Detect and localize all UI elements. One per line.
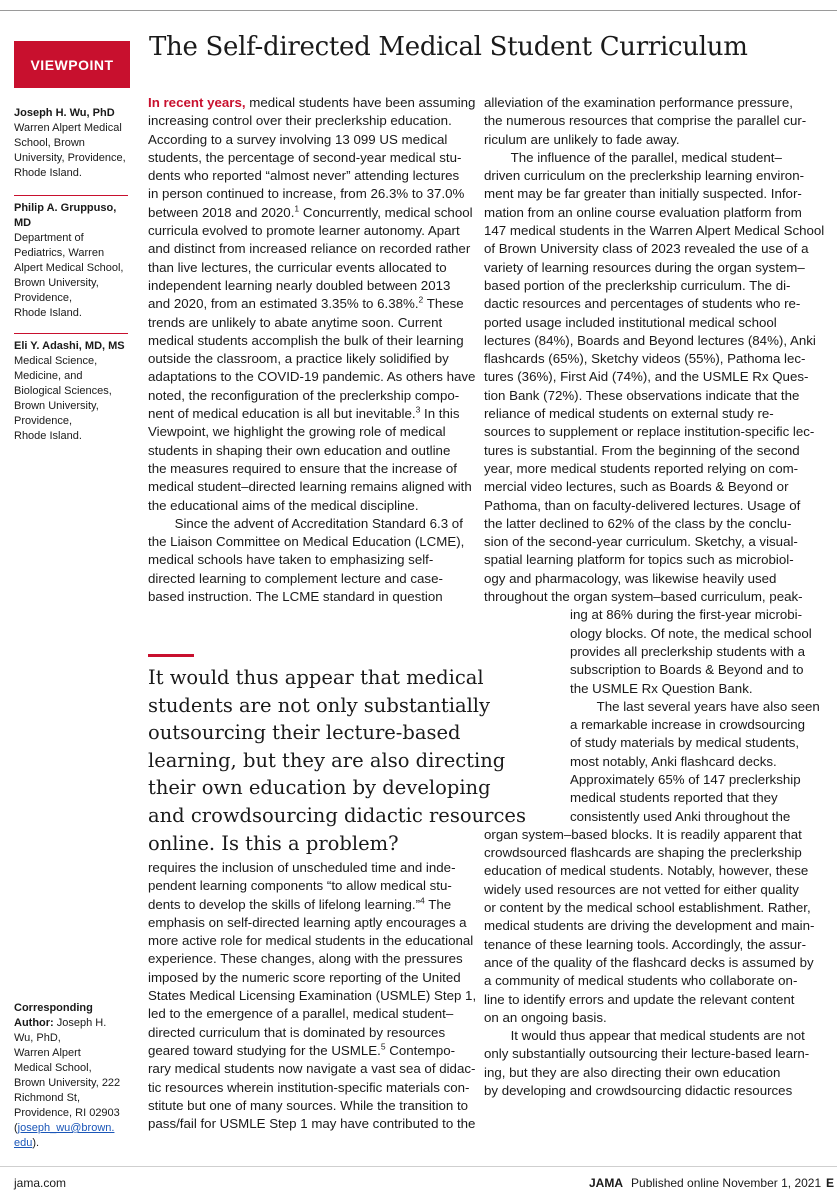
body-line: directed curriculum that is dominated by resources bbox=[148, 1024, 446, 1040]
body-line: stitute but one of many sources. While the transition to bbox=[148, 1097, 469, 1113]
body-line: nent of medical education is all but inevitable.$^3$ In this bbox=[148, 404, 460, 422]
body-line: year, more medical students reported relying on com- bbox=[484, 460, 799, 476]
body-line: based instruction. The LCME standard in question bbox=[148, 589, 443, 605]
article-title: The Self-directed Medical Student Curriculum bbox=[149, 32, 748, 62]
body-line: widely used resources are not vetted for either quality bbox=[484, 881, 799, 897]
body-line: spatial learning platform for topics such as microbiol- bbox=[484, 552, 794, 568]
body-line: States Medical Licensing Examination (USMLE) Step 1, bbox=[148, 988, 477, 1004]
author-affiliation: Alpert Medical School, bbox=[14, 262, 124, 274]
author-affiliation: School, Brown bbox=[14, 137, 85, 149]
citation-superscript: 2 bbox=[418, 294, 424, 305]
author-affiliation: Providence, bbox=[14, 292, 73, 304]
body-line-indented: provides all preclerkship students with a bbox=[570, 643, 806, 659]
publish-date: Published online November 1, 2021 bbox=[631, 1176, 822, 1190]
author-2 bbox=[14, 201, 132, 321]
body-line-indented: most notably, Anki flashcard decks. bbox=[570, 753, 777, 769]
body-line: Since the advent of Accreditation Standard 6.3 of bbox=[148, 515, 463, 531]
body-line: dents who reported “almost never” attending lectures bbox=[148, 168, 460, 184]
body-line: driven curriculum on the preclerkship learning environ- bbox=[484, 168, 805, 184]
body-line: flashcards (65%), Sketchy videos (55%), Pathoma lec- bbox=[484, 351, 806, 367]
body-line-indented: a remarkable increase in crowdsourcing bbox=[570, 717, 806, 733]
author-3 bbox=[14, 339, 132, 444]
pull-quote-line: and crowdsourcing didactic resources bbox=[148, 803, 526, 827]
author-affiliation: Warren Alpert Medical bbox=[14, 122, 122, 134]
body-line-indented: Approximately 65% of 147 preclerkship bbox=[570, 771, 801, 787]
body-line-indented: ology blocks. Of note, the medical school bbox=[570, 625, 812, 641]
corresponding-line: Providence, RI 02903 bbox=[14, 1107, 120, 1119]
body-line: line to identify errors and update the relevant content bbox=[484, 991, 795, 1007]
body-line: mation from an online course evaluation platform from bbox=[484, 204, 802, 220]
body-line: riculum are unlikely to fade away. bbox=[484, 131, 680, 147]
body-line: Viewpoint, we highlight the growing role of medical bbox=[148, 424, 446, 440]
body-line: variety of learning resources during the organ system– bbox=[484, 259, 805, 275]
body-line: It would thus appear that medical students are not bbox=[484, 1028, 805, 1044]
body-line: rary medical students now navigate a vast sea of didac- bbox=[148, 1061, 476, 1077]
body-line: the measures required to ensure that the increase of bbox=[148, 460, 457, 476]
author-affiliation: Medical Science, bbox=[14, 355, 98, 367]
body-line: According to a survey involving 13 099 US medical bbox=[148, 131, 448, 147]
body-line: the Liaison Committee on Medical Education (LCME), bbox=[148, 534, 465, 550]
body-line: ported usage included institutional medical school bbox=[484, 314, 777, 330]
pull-quote bbox=[148, 664, 528, 857]
body-line-indented: medical students reported that they bbox=[570, 790, 778, 806]
body-line: ing, but they are also directing their own education bbox=[484, 1064, 781, 1080]
body-line: education of medical students. Notably, however, these bbox=[484, 863, 809, 879]
author-affiliation: Providence, bbox=[14, 415, 73, 427]
body-line: of Brown University class of 2023 revealed the use of a bbox=[484, 241, 809, 257]
body-line: between 2018 and 2020.$^1$ Concurrently, medical school bbox=[148, 203, 473, 220]
body-line-indented: the USMLE Rx Question Bank. bbox=[570, 680, 753, 696]
body-column-left bbox=[148, 94, 476, 606]
body-line: medical student–directed learning remains aligned with bbox=[148, 479, 472, 495]
corresponding-label-2: Author: bbox=[14, 1017, 54, 1029]
citation-superscript: 3 bbox=[415, 404, 421, 415]
body-line: pass/fail for USMLE Step 1 may have contributed to the bbox=[148, 1116, 476, 1132]
author-affiliation: Department of bbox=[14, 232, 84, 244]
body-line: ment may be far greater than initially suspected. Infor- bbox=[484, 186, 802, 202]
body-line: outside the classroom, a practice likely solidified by bbox=[148, 351, 449, 367]
body-line: crowdsourced flashcards are shaping the preclerkship bbox=[484, 845, 802, 861]
body-line: experience. These changes, along with the pressures bbox=[148, 951, 463, 967]
body-column-right bbox=[484, 94, 825, 1100]
pull-quote-line: online. Is this a problem? bbox=[148, 831, 399, 855]
page-marker: E bbox=[826, 1176, 835, 1190]
pull-quote-line: learning, but they are also directing bbox=[148, 748, 506, 772]
pull-quote-line: students are not only substantially bbox=[148, 693, 491, 717]
body-line: ogy and pharmacology, was likewise heavily used bbox=[484, 570, 777, 586]
body-line-indented: of study materials by medical students, bbox=[570, 735, 800, 751]
author-divider bbox=[14, 195, 128, 196]
author-affiliation: University, Providence, bbox=[14, 152, 126, 164]
corresponding-line: Richmond St, bbox=[14, 1092, 81, 1104]
body-line: by developing and crowdsourcing didactic resources bbox=[484, 1083, 793, 1099]
body-line: emphasis on self-directed learning aptly encourages a bbox=[148, 914, 467, 930]
body-line: medical schools have taken to emphasizing self- bbox=[148, 552, 434, 568]
citation-superscript: 1 bbox=[294, 203, 300, 214]
body-line: reliance of medical students on external study re- bbox=[484, 406, 774, 422]
body-line: tures (36%), First Aid (74%), and the USMLE Rx Ques- bbox=[484, 369, 809, 385]
body-line-indented: ing at 86% during the first-year microbi- bbox=[570, 607, 803, 623]
author-affiliation: Brown University, bbox=[14, 400, 99, 412]
body-line: tion Bank (72%). These observations indicate that the bbox=[484, 387, 800, 403]
body-line: students, the percentage of second-year medical stu- bbox=[148, 149, 462, 165]
author-name: Joseph H. Wu, PhD bbox=[14, 107, 115, 119]
body-line bbox=[148, 94, 476, 112]
body-line: pendent learning components “to allow medical stu- bbox=[148, 878, 452, 894]
body-line: students in shaping their own education and outline bbox=[148, 442, 451, 458]
body-line: trends are unlikely to abate anytime soon. Current bbox=[148, 314, 443, 330]
body-line: than live lectures, the curricular events allocated to bbox=[148, 259, 447, 275]
body-line: on an ongoing basis. bbox=[484, 1009, 607, 1025]
body-line: only substantially outsourcing their lecture-based learn- bbox=[484, 1046, 810, 1062]
email-link-cont[interactable]: edu bbox=[14, 1137, 33, 1149]
pull-quote-rule bbox=[148, 654, 194, 657]
body-line: increasing control over their preclerkship education. bbox=[148, 113, 452, 129]
body-line: geared toward studying for the USMLE.$^5$ Contempo- bbox=[148, 1041, 456, 1058]
body-line: the educational aims of the medical discipline. bbox=[148, 497, 419, 513]
body-line: sion of the second-year curriculum. Sketchy, a visual- bbox=[484, 534, 798, 550]
footer-rule bbox=[0, 1166, 837, 1167]
body-line: and distinct from increased reliance on recorded rather bbox=[148, 241, 471, 257]
corresponding-line: Medical School, bbox=[14, 1062, 92, 1074]
email-close: ). bbox=[32, 1137, 40, 1149]
body-line: or content by the medical school establishment. Rather, bbox=[484, 900, 811, 916]
body-line: based portion of the preclerkship curriculum. The di- bbox=[484, 277, 791, 293]
corresponding-line: Wu, PhD, bbox=[14, 1032, 61, 1044]
corresponding-line: Joseph H. bbox=[53, 1017, 107, 1029]
body-line: the latter declined to 62% of the class by the conclu- bbox=[484, 515, 792, 531]
body-line: organ system–based blocks. It is readily apparent that bbox=[484, 826, 802, 842]
body-line: adaptations to the COVID-19 pandemic. As others have bbox=[148, 369, 476, 385]
email-link[interactable]: joseph_wu@brown. bbox=[17, 1122, 115, 1134]
pull-quote-line: It would thus appear that medical bbox=[148, 666, 484, 689]
citation-superscript: 5 bbox=[380, 1041, 386, 1052]
body-line: alleviation of the examination performance pressure, bbox=[484, 95, 793, 110]
corresponding-line: Brown University, 222 bbox=[14, 1077, 121, 1089]
body-line: directed learning to complement lecture and case- bbox=[148, 570, 443, 586]
body-line: mercial video lectures, such as Boards & Beyond or bbox=[484, 479, 789, 495]
body-line: curricula evolved to promote learner autonomy. Apart bbox=[148, 223, 460, 239]
footer-publication bbox=[589, 1176, 821, 1190]
body-line: The influence of the parallel, medical student– bbox=[484, 149, 782, 165]
body-column-left-continued bbox=[148, 859, 477, 1133]
journal-name: JAMA bbox=[589, 1176, 624, 1190]
author-divider bbox=[14, 333, 128, 334]
body-line: throughout the organ system–based curriculum, peak- bbox=[484, 589, 803, 605]
body-line: a community of medical students who collaborate on- bbox=[484, 973, 798, 989]
corresponding-label: Corresponding bbox=[14, 1002, 93, 1014]
body-line: lectures (84%), Boards and Beyond lectures (84%), Anki bbox=[484, 332, 816, 348]
lead-in: In recent years, bbox=[148, 95, 246, 110]
author-affiliation: Pediatrics, Warren bbox=[14, 247, 105, 259]
body-line: independent learning nearly doubled between 2013 bbox=[148, 277, 451, 293]
corresponding-line: Warren Alpert bbox=[14, 1047, 81, 1059]
body-line: and 2020, from an estimated 3.35% to 6.38%.$^2$ These bbox=[148, 294, 464, 312]
author-affiliation: Brown University, bbox=[14, 277, 99, 289]
body-text: medical students have been assuming bbox=[245, 95, 476, 110]
body-line: imposed by the numeric score reporting of the United bbox=[148, 969, 461, 985]
section-badge: VIEWPOINT bbox=[14, 41, 130, 88]
author-1 bbox=[14, 106, 132, 181]
author-affiliation: Biological Sciences, bbox=[14, 385, 112, 397]
citation-superscript: 4 bbox=[420, 895, 425, 906]
body-line: medical students accomplish the bulk of their learning bbox=[148, 332, 464, 348]
body-line-indented: subscription to Boards & Beyond and to bbox=[570, 662, 804, 678]
author-affiliation: Rhode Island. bbox=[14, 167, 82, 179]
body-line: led to the emergence of a parallel, medical student– bbox=[148, 1006, 454, 1022]
body-line: tenance of these learning tools. Accordingly, the assur- bbox=[484, 936, 807, 952]
author-affiliation: Medicine, and bbox=[14, 370, 83, 382]
body-line: sources to supplement or replace institution-specific lec- bbox=[484, 424, 815, 440]
body-line: ance of the quality of the flashcard decks is assumed by bbox=[484, 954, 814, 970]
body-line: Pathoma, than on faculty-delivered lectures. Usage of bbox=[484, 497, 801, 513]
body-line: dactic resources and percentages of students who re- bbox=[484, 296, 801, 312]
body-line: noted, the reconfiguration of the preclerkship compo- bbox=[148, 387, 460, 403]
author-affiliation: Rhode Island. bbox=[14, 307, 82, 319]
author-affiliation: Rhode Island. bbox=[14, 430, 82, 442]
body-line: dents to develop the skills of lifelong learning.”$^4$ The bbox=[148, 895, 452, 912]
footer-site-link[interactable]: jama.com bbox=[14, 1176, 67, 1190]
body-line: requires the inclusion of unscheduled time and inde- bbox=[148, 860, 456, 875]
top-border bbox=[0, 10, 837, 11]
body-line: the numerous resources that comprise the parallel cur- bbox=[484, 113, 807, 129]
body-line: more active role for medical students in the educational bbox=[148, 933, 474, 949]
pull-quote-line: outsourcing their lecture-based bbox=[148, 721, 461, 745]
author-name: Philip A. Gruppuso, bbox=[14, 202, 117, 214]
body-line: medical students are driving the development and main- bbox=[484, 918, 815, 934]
corresponding-author bbox=[14, 1001, 132, 1151]
email-paren: ( bbox=[14, 1122, 18, 1134]
body-line: in person continued to increase, from 26.3% to 37.0% bbox=[148, 186, 465, 202]
body-line-indented: The last several years have also seen bbox=[570, 698, 820, 714]
author-degree: MD bbox=[14, 217, 32, 229]
author-name: Eli Y. Adashi, MD, MS bbox=[14, 340, 125, 352]
body-line: 147 medical students in the Warren Alpert Medical School bbox=[484, 223, 825, 239]
body-line-indented: consistently used Anki throughout the bbox=[570, 808, 791, 824]
body-line: tures is substantial. From the beginning of the second bbox=[484, 442, 800, 458]
pull-quote-line: their own education by developing bbox=[148, 776, 491, 800]
body-line: tic resources wherein institution-specific materials con- bbox=[148, 1079, 470, 1095]
